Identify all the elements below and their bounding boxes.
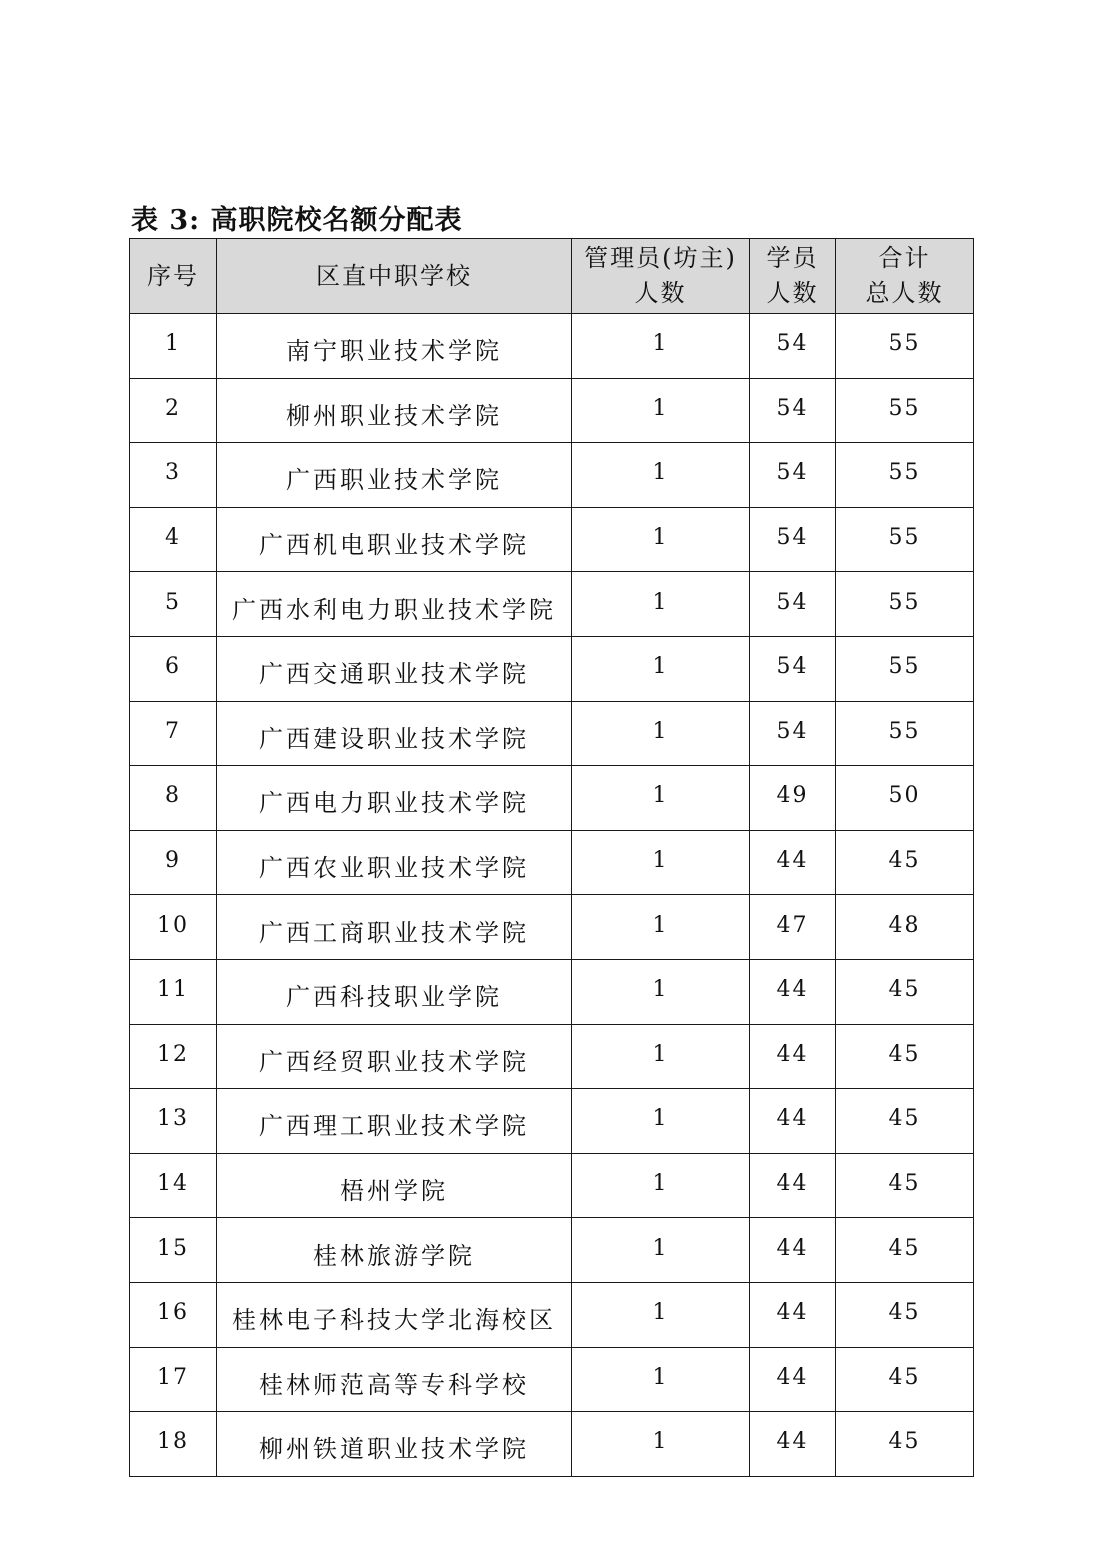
cell-seq: 18 xyxy=(130,1412,217,1477)
cell-total: 55 xyxy=(836,378,974,443)
cell-students: 54 xyxy=(750,636,836,701)
cell-students: 44 xyxy=(750,1412,836,1477)
cell-school: 广西工商职业技术学院 xyxy=(217,895,572,960)
table-row xyxy=(130,1218,974,1283)
header-row xyxy=(130,239,974,314)
header-admin-line1: 管理员(坊主) xyxy=(584,244,737,272)
cell-seq: 3 xyxy=(130,443,217,508)
table-row xyxy=(130,378,974,443)
cell-admin: 1 xyxy=(572,1282,750,1347)
cell-school: 桂林电子科技大学北海校区 xyxy=(217,1282,572,1347)
cell-seq: 10 xyxy=(130,895,217,960)
table-caption: 表 3: 高职院校名额分配表 xyxy=(131,205,463,236)
cell-students: 44 xyxy=(750,1153,836,1218)
cell-school: 广西职业技术学院 xyxy=(217,443,572,508)
header-students-line1: 学员 xyxy=(766,244,819,272)
table-row xyxy=(130,1153,974,1218)
cell-total: 55 xyxy=(836,572,974,637)
cell-total: 48 xyxy=(836,895,974,960)
header-admin xyxy=(572,239,750,314)
cell-school: 广西水利电力职业技术学院 xyxy=(217,572,572,637)
cell-school: 广西电力职业技术学院 xyxy=(217,766,572,831)
cell-total: 45 xyxy=(836,1024,974,1089)
table-row xyxy=(130,1412,974,1477)
cell-students: 44 xyxy=(750,1089,836,1154)
table-row xyxy=(130,1089,974,1154)
header-admin-line2: 人数 xyxy=(634,279,687,307)
cell-students: 44 xyxy=(750,959,836,1024)
cell-admin: 1 xyxy=(572,766,750,831)
cell-admin: 1 xyxy=(572,830,750,895)
cell-students: 54 xyxy=(750,572,836,637)
cell-school: 广西机电职业技术学院 xyxy=(217,507,572,572)
cell-admin: 1 xyxy=(572,1412,750,1477)
table-row xyxy=(130,895,974,960)
cell-school: 广西理工职业技术学院 xyxy=(217,1089,572,1154)
table-body xyxy=(130,314,974,1477)
header-school: 区直中职学校 xyxy=(217,239,572,314)
cell-school: 广西农业职业技术学院 xyxy=(217,830,572,895)
cell-seq: 4 xyxy=(130,507,217,572)
cell-admin: 1 xyxy=(572,636,750,701)
cell-students: 44 xyxy=(750,830,836,895)
cell-admin: 1 xyxy=(572,507,750,572)
header-total xyxy=(836,239,974,314)
cell-students: 47 xyxy=(750,895,836,960)
cell-seq: 9 xyxy=(130,830,217,895)
cell-total: 50 xyxy=(836,766,974,831)
cell-total: 55 xyxy=(836,636,974,701)
cell-admin: 1 xyxy=(572,895,750,960)
cell-students: 54 xyxy=(750,378,836,443)
cell-total: 45 xyxy=(836,1282,974,1347)
cell-students: 44 xyxy=(750,1347,836,1412)
cell-seq: 13 xyxy=(130,1089,217,1154)
cell-admin: 1 xyxy=(572,1024,750,1089)
cell-students: 44 xyxy=(750,1218,836,1283)
table-row xyxy=(130,1024,974,1089)
cell-admin: 1 xyxy=(572,572,750,637)
cell-seq: 17 xyxy=(130,1347,217,1412)
cell-students: 44 xyxy=(750,1282,836,1347)
cell-seq: 7 xyxy=(130,701,217,766)
cell-admin: 1 xyxy=(572,1089,750,1154)
cell-seq: 2 xyxy=(130,378,217,443)
cell-school: 广西经贸职业技术学院 xyxy=(217,1024,572,1089)
cell-admin: 1 xyxy=(572,701,750,766)
cell-seq: 16 xyxy=(130,1282,217,1347)
cell-admin: 1 xyxy=(572,314,750,379)
cell-admin: 1 xyxy=(572,1218,750,1283)
table-row xyxy=(130,830,974,895)
cell-total: 45 xyxy=(836,1218,974,1283)
cell-students: 49 xyxy=(750,766,836,831)
cell-total: 55 xyxy=(836,443,974,508)
table-row xyxy=(130,314,974,379)
table-row xyxy=(130,443,974,508)
cell-total: 45 xyxy=(836,1153,974,1218)
table-row xyxy=(130,507,974,572)
cell-students: 54 xyxy=(750,314,836,379)
cell-school: 桂林旅游学院 xyxy=(217,1218,572,1283)
cell-seq: 5 xyxy=(130,572,217,637)
cell-school: 广西建设职业技术学院 xyxy=(217,701,572,766)
quota-table xyxy=(129,238,974,1477)
header-total-line2: 总人数 xyxy=(865,279,944,307)
cell-seq: 1 xyxy=(130,314,217,379)
cell-admin: 1 xyxy=(572,378,750,443)
header-seq: 序号 xyxy=(130,239,217,314)
cell-admin: 1 xyxy=(572,1153,750,1218)
cell-school: 广西科技职业学院 xyxy=(217,959,572,1024)
header-students xyxy=(750,239,836,314)
cell-seq: 15 xyxy=(130,1218,217,1283)
cell-school: 南宁职业技术学院 xyxy=(217,314,572,379)
header-students-line2: 人数 xyxy=(766,279,819,307)
cell-school: 桂林师范高等专科学校 xyxy=(217,1347,572,1412)
table-row xyxy=(130,1282,974,1347)
cell-admin: 1 xyxy=(572,1347,750,1412)
header-total-line1: 合计 xyxy=(878,244,931,272)
table-row xyxy=(130,636,974,701)
cell-students: 54 xyxy=(750,701,836,766)
cell-students: 54 xyxy=(750,443,836,508)
cell-total: 55 xyxy=(836,314,974,379)
cell-seq: 14 xyxy=(130,1153,217,1218)
cell-admin: 1 xyxy=(572,959,750,1024)
table-row xyxy=(130,766,974,831)
cell-admin: 1 xyxy=(572,443,750,508)
cell-seq: 8 xyxy=(130,766,217,831)
cell-school: 柳州铁道职业技术学院 xyxy=(217,1412,572,1477)
table-row xyxy=(130,572,974,637)
cell-total: 45 xyxy=(836,1412,974,1477)
cell-school: 柳州职业技术学院 xyxy=(217,378,572,443)
table-row xyxy=(130,959,974,1024)
table-row xyxy=(130,701,974,766)
cell-school: 广西交通职业技术学院 xyxy=(217,636,572,701)
cell-total: 45 xyxy=(836,1347,974,1412)
cell-seq: 6 xyxy=(130,636,217,701)
cell-school: 梧州学院 xyxy=(217,1153,572,1218)
cell-seq: 11 xyxy=(130,959,217,1024)
cell-students: 54 xyxy=(750,507,836,572)
table-row xyxy=(130,1347,974,1412)
cell-total: 45 xyxy=(836,959,974,1024)
cell-total: 55 xyxy=(836,701,974,766)
cell-students: 44 xyxy=(750,1024,836,1089)
cell-total: 45 xyxy=(836,830,974,895)
cell-total: 45 xyxy=(836,1089,974,1154)
cell-seq: 12 xyxy=(130,1024,217,1089)
cell-total: 55 xyxy=(836,507,974,572)
